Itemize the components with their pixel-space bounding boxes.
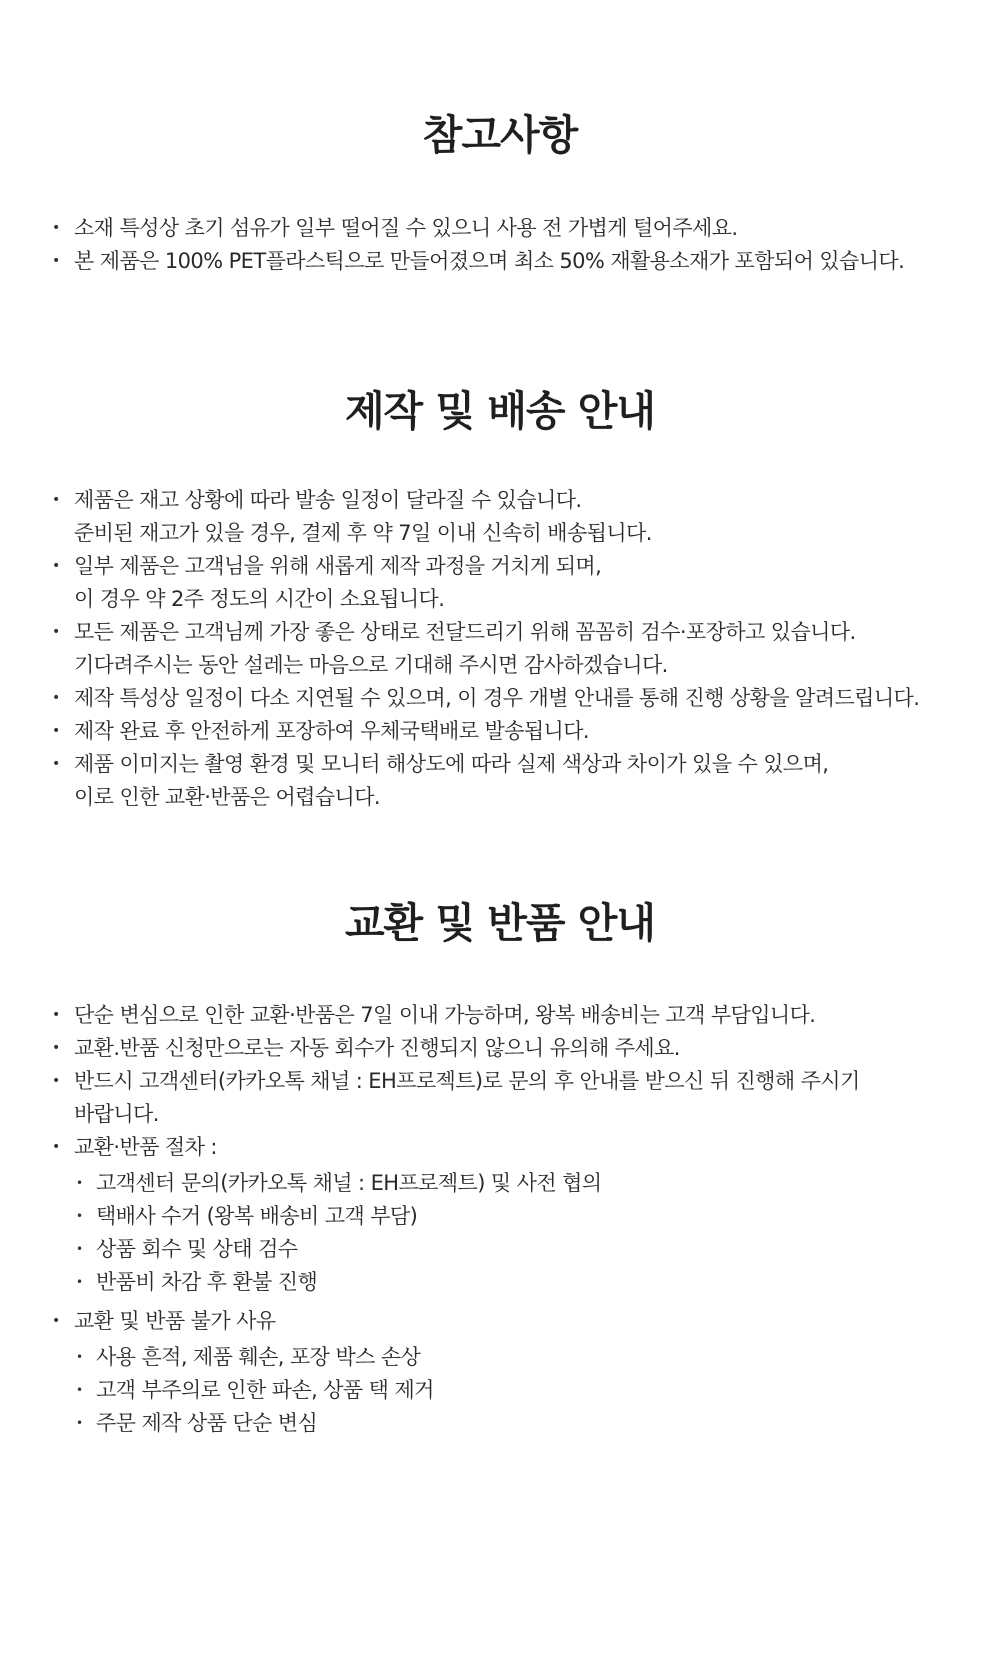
notes-list	[50, 212, 980, 278]
list-item	[50, 484, 980, 550]
sub-list-item: • 반품비 차감 후 환불 진행	[74, 1266, 980, 1299]
list-item	[50, 616, 980, 682]
sub-list-item: • 사용 흔적, 제품 훼손, 포장 박스 손상	[74, 1341, 980, 1374]
list-item: • 소재 특성상 초기 섬유가 일부 떨어질 수 있으니 사용 전 가볍게 털어주세요.	[50, 212, 980, 245]
list-item-line: 이 경우 약 2주 정도의 시간이 소요됩니다.	[74, 587, 445, 611]
list-item	[50, 1065, 980, 1131]
sub-list-item: • 상품 회수 및 상태 검수	[74, 1233, 980, 1266]
procedure-item	[50, 1131, 980, 1299]
sub-list-item: • 택배사 수거 (왕복 배송비 고객 부담)	[74, 1200, 980, 1233]
sub-list-item: • 고객 부주의로 인한 파손, 상품 택 제거	[74, 1374, 980, 1407]
list-item-line: • 제작 특성상 일정이 다소 지연될 수 있으며, 이 경우 개별 안내를 통해 진행 상황을 알려드립니다.	[74, 686, 920, 710]
list-item	[50, 550, 980, 616]
procedure-label: • 교환·반품 절차 :	[74, 1135, 217, 1159]
list-item-line: • 제작 완료 후 안전하게 포장하여 우체국택배로 발송됩니다.	[74, 719, 589, 743]
notes-title: 참고사항	[422, 111, 578, 159]
list-item-line: 기다려주시는 동안 설레는 마음으로 기대해 주시면 감사하겠습니다.	[74, 653, 668, 677]
unavailable-reasons	[74, 1341, 980, 1440]
returns-title: 교환 및 반품 안내	[344, 899, 656, 947]
sub-list-item: • 주문 제작 상품 단순 변심	[74, 1407, 980, 1440]
list-item	[50, 682, 980, 715]
list-item: • 본 제품은 100% PET플라스틱으로 만들어졌으며 최소 50% 재활용소재가 포함되어 있습니다.	[50, 245, 980, 278]
returns-list	[50, 999, 980, 1446]
list-item-line: • 일부 제품은 고객님을 위해 새롭게 제작 과정을 거치게 되며,	[74, 554, 602, 578]
list-item: • 교환.반품 신청만으로는 자동 회수가 진행되지 않으니 유의해 주세요.	[50, 1032, 980, 1065]
list-item-line: • 제품 이미지는 촬영 환경 및 모니터 해상도에 따라 실제 색상과 차이가 있을 수 있으며,	[74, 752, 829, 776]
unavailable-item	[50, 1305, 980, 1440]
list-item-line: 바랍니다.	[74, 1102, 159, 1126]
sub-list-item: • 고객센터 문의(카카오톡 채널 : EH프로젝트) 및 사전 협의	[74, 1167, 980, 1200]
production-list	[50, 484, 980, 814]
list-item-line: • 제품은 재고 상황에 따라 발송 일정이 달라질 수 있습니다.	[74, 488, 582, 512]
list-item	[50, 748, 980, 814]
list-item	[50, 715, 980, 748]
procedure-steps	[74, 1167, 980, 1299]
returns-section	[0, 890, 1000, 949]
production-section	[0, 378, 1000, 437]
list-item-line: • 반드시 고객센터(카카오톡 채널 : EH프로젝트)로 문의 후 안내를 받으신 뒤 진행해 주시기	[74, 1069, 860, 1093]
list-item: • 단순 변심으로 인한 교환·반품은 7일 이내 가능하며, 왕복 배송비는 고객 부담입니다.	[50, 999, 980, 1032]
list-item-line: 이로 인한 교환·반품은 어렵습니다.	[74, 785, 380, 809]
notes-section	[0, 102, 1000, 161]
unavailable-label: • 교환 및 반품 불가 사유	[74, 1309, 276, 1333]
list-item-line: • 모든 제품은 고객님께 가장 좋은 상태로 전달드리기 위해 꼼꼼히 검수·포장하고 있습니다.	[74, 620, 856, 644]
production-title: 제작 및 배송 안내	[344, 387, 656, 435]
list-item-line: 준비된 재고가 있을 경우, 결제 후 약 7일 이내 신속히 배송됩니다.	[74, 521, 652, 545]
